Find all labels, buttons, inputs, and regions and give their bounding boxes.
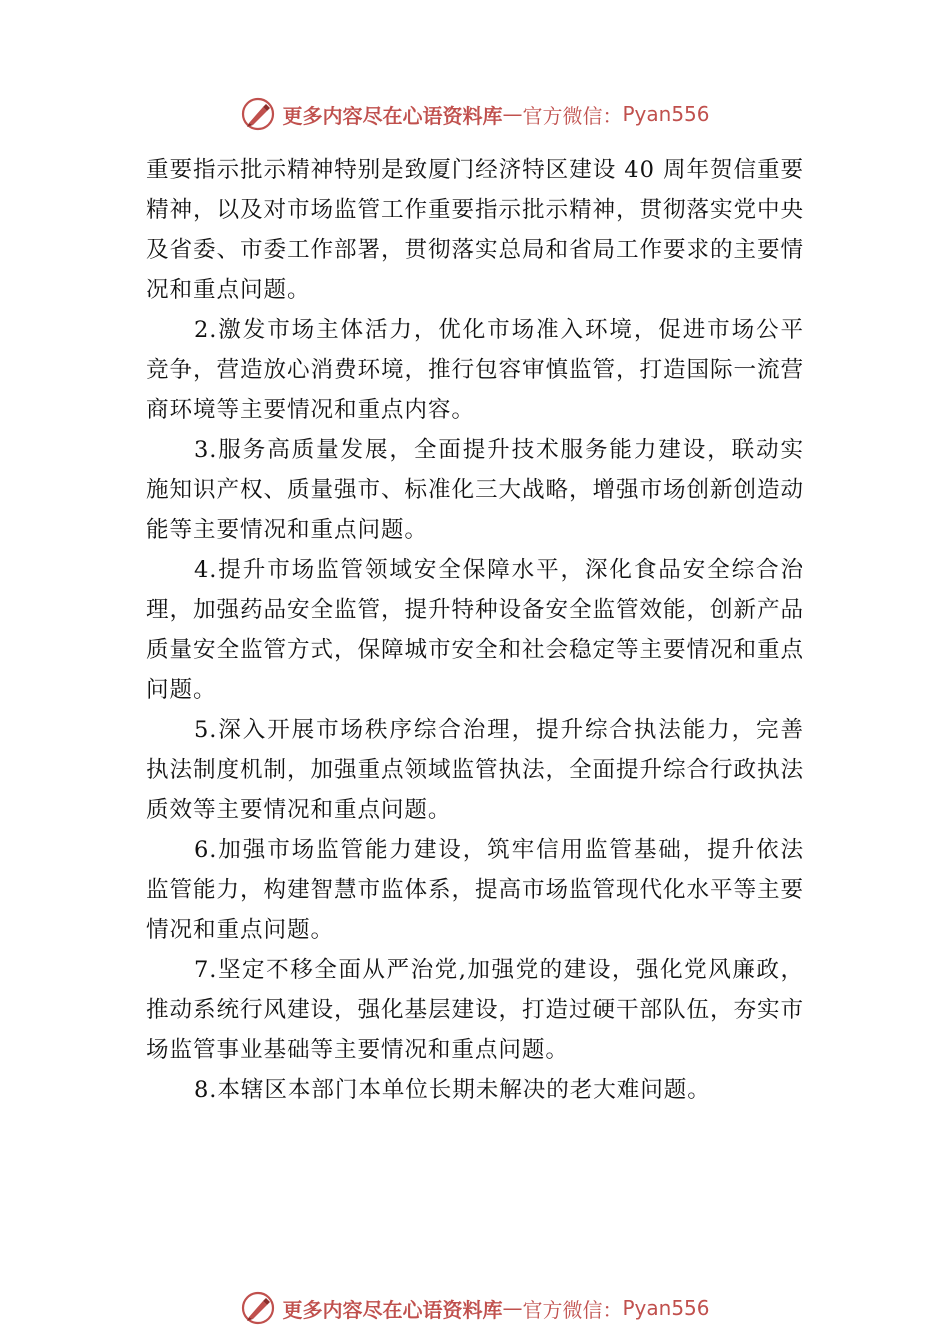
- watermark-account: Pyan556: [622, 102, 710, 126]
- watermark-label: 官方微信：: [522, 1297, 623, 1322]
- pen-logo-icon: [240, 96, 276, 132]
- watermark-main-text: 更多内容尽在心语资料库: [282, 1297, 503, 1322]
- footer-watermark: [0, 1288, 950, 1328]
- paragraph-item-3: 3.服务高质量发展，全面提升技术服务能力建设，联动实施知识产权、质量强市、标准化三大战略，增强市场创新创造动能等主要情况和重点问题。: [146, 437, 804, 543]
- watermark-dash: —: [502, 102, 523, 126]
- paragraph-item-2: 2.激发市场主体活力，优化市场准入环境，促进市场公平竞争，营造放心消费环境，推行包容审慎监管，打造国际一流营商环境等主要情况和重点内容。: [146, 317, 804, 423]
- watermark-label: 官方微信：: [522, 103, 623, 128]
- document-body: [146, 150, 804, 1110]
- watermark-main-text: 更多内容尽在心语资料库: [282, 103, 503, 128]
- paragraph-item-8: 8.本辖区本部门本单位长期未解决的老大难问题。: [194, 1077, 711, 1103]
- paragraph-item-7: 7.坚定不移全面从严治党,加强党的建设，强化党风廉政，推动系统行风建设，强化基层建设，打造过硬干部队伍，夯实市场监管事业基础等主要情况和重点问题。: [146, 957, 804, 1063]
- watermark-dash: —: [502, 1296, 523, 1320]
- watermark-account: Pyan556: [622, 1296, 710, 1320]
- header-watermark: [0, 94, 950, 134]
- paragraph-item-6: 6.加强市场监管能力建设，筑牢信用监管基础，提升依法监管能力，构建智慧市监体系，提高市场监管现代化水平等主要情况和重点问题。: [146, 837, 804, 943]
- paragraph-item-4: 4.提升市场监管领域安全保障水平，深化食品安全综合治理，加强药品安全监管，提升特种设备安全监管效能，创新产品质量安全监管方式，保障城市安全和社会稳定等主要情况和重点问题。: [146, 557, 804, 703]
- paragraph-continued: 重要指示批示精神特别是致厦门经济特区建设 40 周年贺信重要精神，以及对市场监管工作重要指示批示精神，贯彻落实党中央及省委、市委工作部署，贯彻落实总局和省局工作要求的主要情况和重点问题。: [146, 157, 804, 303]
- paragraph-item-5: 5.深入开展市场秩序综合治理，提升综合执法能力，完善执法制度机制，加强重点领域监管执法，全面提升综合行政执法质效等主要情况和重点问题。: [146, 717, 804, 823]
- pen-logo-icon: [240, 1290, 276, 1326]
